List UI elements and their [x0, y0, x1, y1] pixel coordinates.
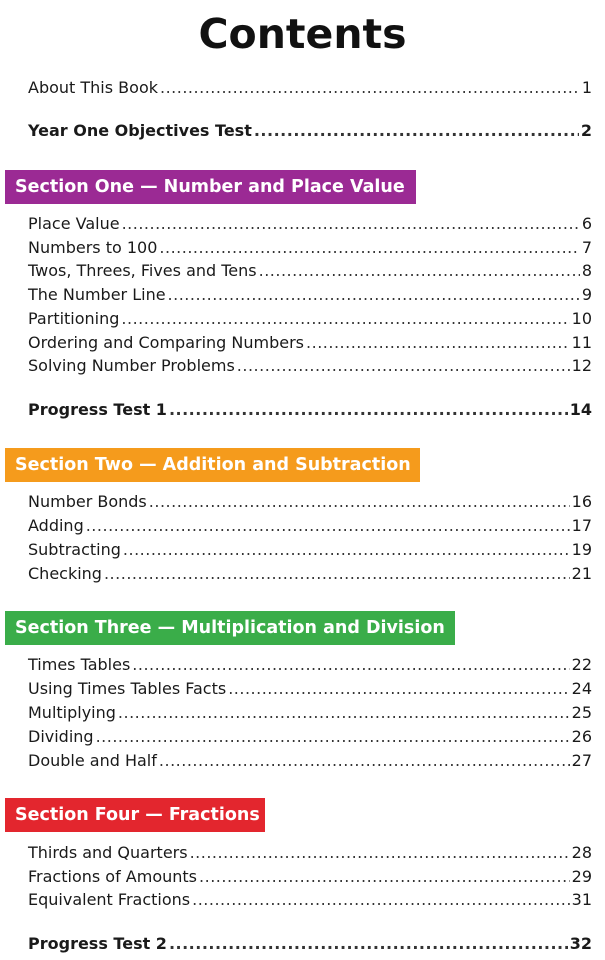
toc-entry-page: 24: [571, 679, 592, 698]
toc-entry-label: Number Bonds: [28, 492, 147, 511]
dot-leader: [123, 538, 570, 562]
toc-entry[interactable]: [28, 490, 592, 514]
toc-entry-about-this-book[interactable]: [28, 76, 592, 100]
toc-entry-label: Multiplying: [28, 703, 116, 722]
toc-entry[interactable]: [28, 538, 592, 562]
toc-entry[interactable]: [28, 888, 592, 912]
section-heading-three: Section Three — Multiplication and Division: [5, 611, 455, 645]
toc-entry[interactable]: [28, 562, 592, 586]
toc-entry[interactable]: [28, 749, 592, 773]
dot-leader: [168, 283, 580, 307]
dot-leader: [104, 562, 570, 586]
toc-entry-page: 12: [571, 356, 592, 375]
toc-entry-label: Twos, Threes, Fives and Tens: [28, 261, 257, 280]
toc-entry-label: Times Tables: [28, 655, 131, 674]
toc-entry[interactable]: [28, 331, 592, 355]
dot-leader: [306, 331, 570, 355]
toc-entry-label: Progress Test 2: [28, 934, 167, 953]
toc-entry-page: 17: [571, 516, 592, 535]
dot-leader: [237, 354, 570, 378]
dot-leader: [169, 932, 568, 956]
toc-entry[interactable]: [28, 259, 592, 283]
toc-entry-page: 6: [581, 214, 592, 233]
toc-entry-page: 7: [581, 238, 592, 257]
dot-leader: [96, 725, 570, 749]
toc-entry[interactable]: [28, 354, 592, 378]
toc-entry-label: Partitioning: [28, 309, 120, 328]
dot-leader: [199, 865, 570, 889]
section-heading-one: Section One — Number and Place Value: [5, 170, 416, 204]
section-heading-two: Section Two — Addition and Subtraction: [5, 448, 420, 482]
dot-leader: [259, 259, 580, 283]
toc-entry-page: 21: [571, 564, 592, 583]
toc-entry-page: 1: [581, 78, 592, 97]
dot-leader: [149, 490, 570, 514]
toc-entry-page: 8: [581, 261, 592, 280]
dot-leader: [121, 307, 569, 331]
dot-leader: [118, 701, 570, 725]
toc-entry-progress-test-1[interactable]: [28, 398, 592, 422]
toc-entry-page: 29: [571, 867, 592, 886]
toc-entry[interactable]: [28, 307, 592, 331]
toc-entry-page: 9: [581, 285, 592, 304]
toc-entry-label: Place Value: [28, 214, 120, 233]
toc-entry-label: Double and Half: [28, 751, 157, 770]
toc-entry-page: 25: [571, 703, 592, 722]
toc-entry-page: 28: [571, 843, 592, 862]
toc-entry-page: 14: [569, 400, 592, 419]
dot-leader: [192, 888, 570, 912]
section-heading-four: Section Four — Fractions: [5, 798, 265, 832]
toc-entry-label: Fractions of Amounts: [28, 867, 198, 886]
toc-entry-label: The Number Line: [28, 285, 166, 304]
toc-entry-page: 11: [571, 333, 592, 352]
toc-entry-label: Dividing: [28, 727, 94, 746]
toc-entry[interactable]: [28, 865, 592, 889]
dot-leader: [86, 514, 570, 538]
toc-entry[interactable]: [28, 725, 592, 749]
toc-entry[interactable]: [28, 653, 592, 677]
toc-entry[interactable]: [28, 701, 592, 725]
toc-entry-label: Subtracting: [28, 540, 121, 559]
toc-entry-label: Using Times Tables Facts: [28, 679, 227, 698]
dot-leader: [122, 212, 580, 236]
toc-entry-objectives-test[interactable]: [28, 119, 592, 143]
toc-entry-label: Adding: [28, 516, 84, 535]
toc-entry-page: 2: [580, 121, 592, 140]
toc-entry-page: 22: [571, 655, 592, 674]
toc-entry[interactable]: [28, 841, 592, 865]
toc-entry-label: Solving Number Problems: [28, 356, 235, 375]
toc-entry-page: 27: [571, 751, 592, 770]
toc-entry-label: Progress Test 1: [28, 400, 167, 419]
toc-entry-label: About This Book: [28, 78, 158, 97]
toc-entry[interactable]: [28, 283, 592, 307]
toc-entry-page: 10: [571, 309, 592, 328]
toc-entry-label: Ordering and Comparing Numbers: [28, 333, 305, 352]
toc-entry-page: 19: [571, 540, 592, 559]
toc-entry-label: Checking: [28, 564, 102, 583]
dot-leader: [190, 841, 570, 865]
toc-entry-label: Year One Objectives Test: [28, 121, 252, 140]
dot-leader: [169, 398, 568, 422]
toc-entry-page: 31: [571, 890, 592, 909]
toc-entry[interactable]: [28, 212, 592, 236]
dot-leader: [159, 236, 579, 260]
toc-entry[interactable]: [28, 236, 592, 260]
toc-entry-page: 26: [571, 727, 592, 746]
dot-leader: [228, 677, 569, 701]
toc-entry-label: Thirds and Quarters: [28, 843, 188, 862]
dot-leader: [160, 76, 580, 100]
toc-entry-label: Equivalent Fractions: [28, 890, 191, 909]
toc-entry[interactable]: [28, 514, 592, 538]
toc-entry-page: 16: [571, 492, 592, 511]
toc-entry-label: Numbers to 100: [28, 238, 158, 257]
dot-leader: [159, 749, 570, 773]
toc-entry[interactable]: [28, 677, 592, 701]
page-title: Contents: [198, 10, 407, 58]
toc-entry-progress-test-2[interactable]: [28, 932, 592, 956]
toc-entry-page: 32: [569, 934, 592, 953]
dot-leader: [132, 653, 569, 677]
dot-leader: [254, 119, 579, 143]
